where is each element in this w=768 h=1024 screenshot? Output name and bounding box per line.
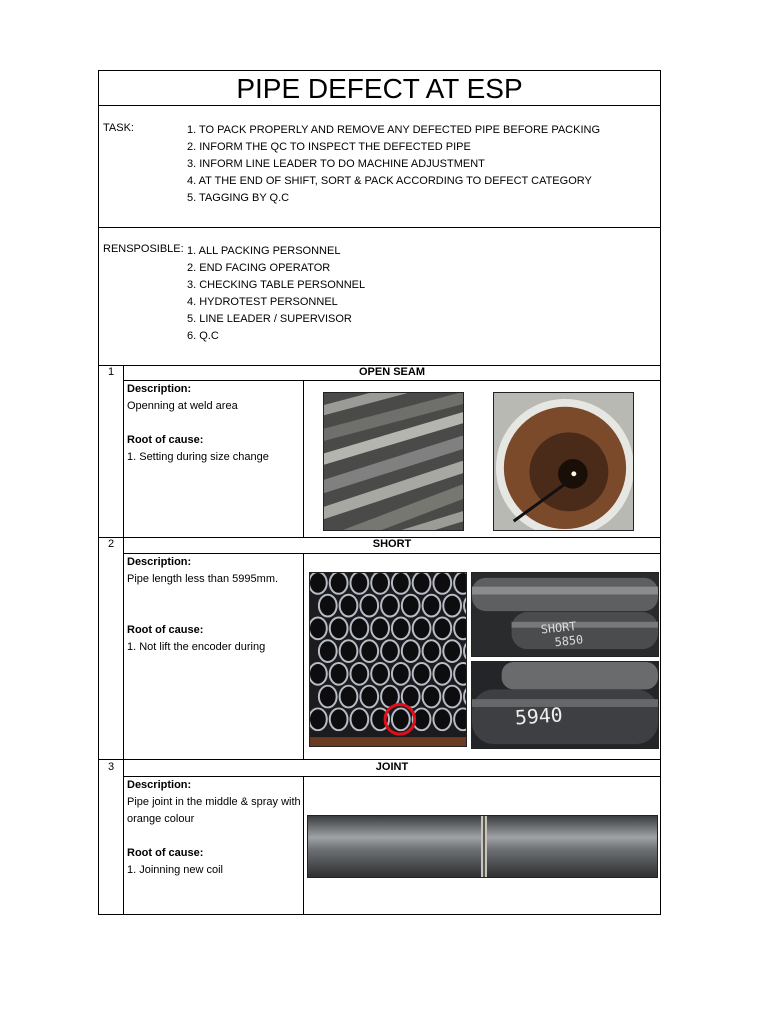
responsible-section [99, 228, 660, 366]
short-pipe-bundle-photo [309, 572, 467, 747]
defect-description-cell [127, 777, 302, 879]
responsible-label: RENSPOSIBLE: [103, 243, 184, 255]
defect-description-cell [127, 554, 302, 656]
task-item: 2. INFORM THE QC TO INSPECT THE DEFECTED PIPE [187, 141, 471, 153]
root-cause-text: 1. Not lift the encoder during [127, 641, 266, 653]
task-section [99, 106, 660, 228]
root-cause-text: 1. Joinning new coil [127, 864, 224, 876]
responsible-list [187, 243, 365, 345]
open-seam-pipes-photo [323, 392, 464, 531]
description-text: Pipe length less than 5995mm. [127, 573, 279, 585]
number-column-divider [123, 365, 124, 915]
description-divider [303, 777, 304, 915]
description-label: Description: [127, 383, 192, 395]
root-cause-label: Root of cause: [127, 624, 204, 636]
photo-marking-short: SHORT [540, 618, 578, 637]
description-label: Description: [127, 556, 192, 568]
task-item: 1. TO PACK PROPERLY AND REMOVE ANY DEFECTED PIPE BEFORE PACKING [187, 124, 601, 136]
task-item: 3. INFORM LINE LEADER TO DO MACHINE ADJUSTMENT [187, 158, 485, 170]
task-label: TASK: [103, 122, 134, 134]
description-text: Pipe joint in the middle & spray with orange colour [127, 796, 301, 825]
root-cause-label: Root of cause: [127, 434, 204, 446]
short-pipe-length-photo [471, 661, 659, 749]
root-cause-label: Root of cause: [127, 847, 204, 859]
responsible-item: 6. Q.C [187, 330, 219, 342]
description-divider [303, 381, 304, 537]
defect-name: JOINT [375, 761, 409, 773]
root-cause-text: 1. Setting during size change [127, 451, 269, 463]
task-list [187, 122, 600, 207]
joint-pipe-photo [307, 815, 658, 878]
responsible-item: 4. HYDROTEST PERSONNEL [187, 296, 338, 308]
task-item: 4. AT THE END OF SHIFT, SORT & PACK ACCORDING TO DEFECT CATEGORY [187, 175, 592, 187]
defect-name: OPEN SEAM [358, 366, 425, 378]
open-seam-pipe-end-photo [493, 392, 634, 531]
responsible-item: 1. ALL PACKING PERSONNEL [187, 245, 341, 257]
responsible-item: 3. CHECKING TABLE PERSONNEL [187, 279, 366, 291]
defect-name: SHORT [372, 538, 412, 550]
photo-marking-length: 5940 [514, 703, 564, 730]
description-label: Description: [127, 779, 192, 791]
description-text: Openning at weld area [127, 400, 238, 412]
defect-description-cell [127, 381, 302, 466]
defect-number: 3 [107, 761, 115, 773]
page-title: PIPE DEFECT AT ESP [99, 71, 660, 106]
task-item: 5. TAGGING BY Q.C [187, 192, 290, 204]
defect-number: 1 [107, 366, 115, 378]
responsible-item: 2. END FACING OPERATOR [187, 262, 331, 274]
row-divider [99, 759, 660, 760]
description-divider [303, 554, 304, 759]
photo-marking-length: 5850 [553, 632, 584, 650]
responsible-item: 5. LINE LEADER / SUPERVISOR [187, 313, 352, 325]
defect-number: 2 [107, 538, 115, 550]
defect-sheet [98, 70, 661, 915]
short-pipe-marked-photo [471, 572, 659, 657]
